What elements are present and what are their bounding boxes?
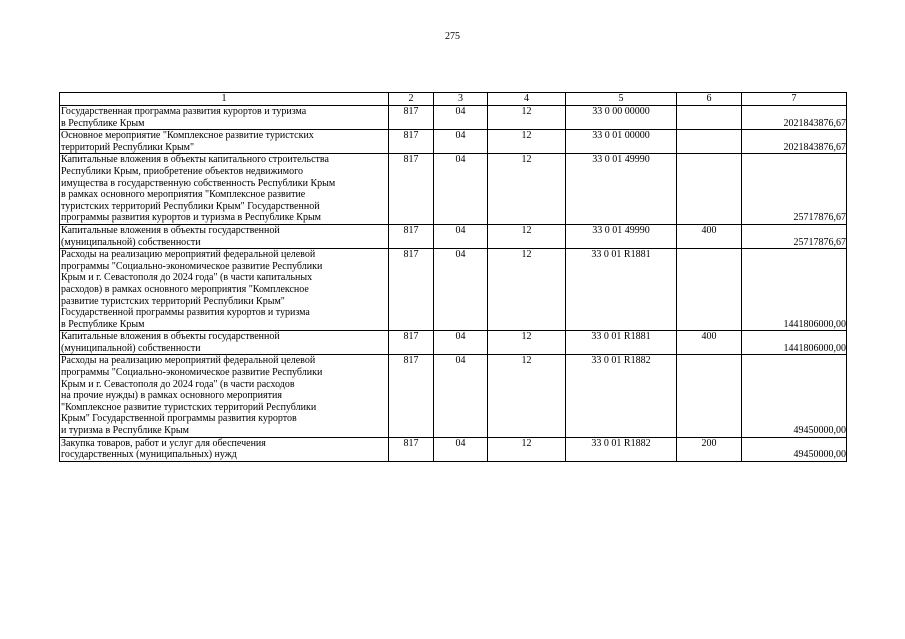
row-ministry-code-cell: 817 bbox=[389, 249, 434, 331]
header-cell: 2 bbox=[389, 93, 434, 106]
row-target-article-cell: 33 0 01 R1882 bbox=[566, 355, 677, 437]
row-section-code-cell: 04 bbox=[434, 224, 488, 248]
row-expense-type-cell: 200 bbox=[677, 437, 742, 461]
row-name-cell: Капитальные вложения в объекты капитального строительства Республики Крым, приобретение объектов недвижимого имущества в государственную собственность Республики Крым в рамках основного мероприятия "Комплексное развитие туристских территорий Республики Крым" Государственной программы развития курортов и туризма в Республике Крым bbox=[60, 154, 389, 225]
row-name-cell: Государственная программа развития курортов и туризма в Республике Крым bbox=[60, 106, 389, 130]
row-amount-cell: 1441806000,00 bbox=[742, 331, 847, 355]
row-target-article-cell: 33 0 01 49990 bbox=[566, 154, 677, 225]
row-name-cell: Закупка товаров, работ и услуг для обеспечения государственных (муниципальных) нужд bbox=[60, 437, 389, 461]
table-row bbox=[60, 224, 847, 248]
row-expense-type-cell: 400 bbox=[677, 224, 742, 248]
row-name-cell: Капитальные вложения в объекты государственной (муниципальной) собственности bbox=[60, 224, 389, 248]
row-amount-cell: 2021843876,67 bbox=[742, 130, 847, 154]
row-subsection-code-cell: 12 bbox=[488, 130, 566, 154]
table-header-row bbox=[60, 93, 847, 106]
row-expense-type-cell bbox=[677, 249, 742, 331]
table-row bbox=[60, 106, 847, 130]
row-subsection-code-cell: 12 bbox=[488, 437, 566, 461]
row-section-code-cell: 04 bbox=[434, 331, 488, 355]
table-row bbox=[60, 130, 847, 154]
row-name-cell: Расходы на реализацию мероприятий федеральной целевой программы "Социально-экономическое развитие Республики Крым и г. Севастополя до 2024 года" (в части капитальных расходов) в рамках основного мероприятия "Комплексное развитие туристских территорий Республики Крым" Государственной программы развития курортов и туризма в Республике Крым bbox=[60, 249, 389, 331]
row-target-article-cell: 33 0 01 00000 bbox=[566, 130, 677, 154]
header-cell: 7 bbox=[742, 93, 847, 106]
row-amount-cell: 49450000,00 bbox=[742, 355, 847, 437]
row-ministry-code-cell: 817 bbox=[389, 331, 434, 355]
row-expense-type-cell: 400 bbox=[677, 331, 742, 355]
row-target-article-cell: 33 0 01 R1882 bbox=[566, 437, 677, 461]
row-ministry-code-cell: 817 bbox=[389, 154, 434, 225]
header-cell: 1 bbox=[60, 93, 389, 106]
row-subsection-code-cell: 12 bbox=[488, 331, 566, 355]
header-cell: 5 bbox=[566, 93, 677, 106]
row-expense-type-cell bbox=[677, 355, 742, 437]
row-amount-cell: 2021843876,67 bbox=[742, 106, 847, 130]
row-expense-type-cell bbox=[677, 106, 742, 130]
row-section-code-cell: 04 bbox=[434, 130, 488, 154]
row-name-cell: Капитальные вложения в объекты государственной (муниципальной) собственности bbox=[60, 331, 389, 355]
row-section-code-cell: 04 bbox=[434, 437, 488, 461]
row-section-code-cell: 04 bbox=[434, 249, 488, 331]
row-ministry-code-cell: 817 bbox=[389, 355, 434, 437]
row-ministry-code-cell: 817 bbox=[389, 130, 434, 154]
row-amount-cell: 25717876,67 bbox=[742, 224, 847, 248]
table-row bbox=[60, 249, 847, 331]
row-amount-cell: 1441806000,00 bbox=[742, 249, 847, 331]
budget-table bbox=[59, 92, 847, 462]
row-expense-type-cell bbox=[677, 154, 742, 225]
row-section-code-cell: 04 bbox=[434, 355, 488, 437]
header-cell: 6 bbox=[677, 93, 742, 106]
row-subsection-code-cell: 12 bbox=[488, 106, 566, 130]
row-subsection-code-cell: 12 bbox=[488, 224, 566, 248]
table-row bbox=[60, 154, 847, 225]
row-target-article-cell: 33 0 01 R1881 bbox=[566, 331, 677, 355]
row-name-cell: Расходы на реализацию мероприятий федеральной целевой программы "Социально-экономическое развитие Республики Крым и г. Севастополя до 2024 года" (в части расходов на прочие нужды) в рамках основного мероприятия "Комплексное развитие туристских территорий Республики Крым" Государственной программы развития курортов и туризма в Республике Крым bbox=[60, 355, 389, 437]
row-amount-cell: 25717876,67 bbox=[742, 154, 847, 225]
row-target-article-cell: 33 0 01 49990 bbox=[566, 224, 677, 248]
table-row bbox=[60, 437, 847, 461]
row-section-code-cell: 04 bbox=[434, 106, 488, 130]
row-subsection-code-cell: 12 bbox=[488, 249, 566, 331]
row-target-article-cell: 33 0 00 00000 bbox=[566, 106, 677, 130]
table-row bbox=[60, 355, 847, 437]
row-target-article-cell: 33 0 01 R1881 bbox=[566, 249, 677, 331]
row-ministry-code-cell: 817 bbox=[389, 437, 434, 461]
row-subsection-code-cell: 12 bbox=[488, 154, 566, 225]
header-cell: 4 bbox=[488, 93, 566, 106]
row-expense-type-cell bbox=[677, 130, 742, 154]
row-amount-cell: 49450000,00 bbox=[742, 437, 847, 461]
row-section-code-cell: 04 bbox=[434, 154, 488, 225]
row-name-cell: Основное мероприятие "Комплексное развитие туристских территорий Республики Крым" bbox=[60, 130, 389, 154]
header-cell: 3 bbox=[434, 93, 488, 106]
table-row bbox=[60, 331, 847, 355]
row-subsection-code-cell: 12 bbox=[488, 355, 566, 437]
row-ministry-code-cell: 817 bbox=[389, 224, 434, 248]
row-ministry-code-cell: 817 bbox=[389, 106, 434, 130]
page-number: 275 bbox=[445, 31, 460, 42]
